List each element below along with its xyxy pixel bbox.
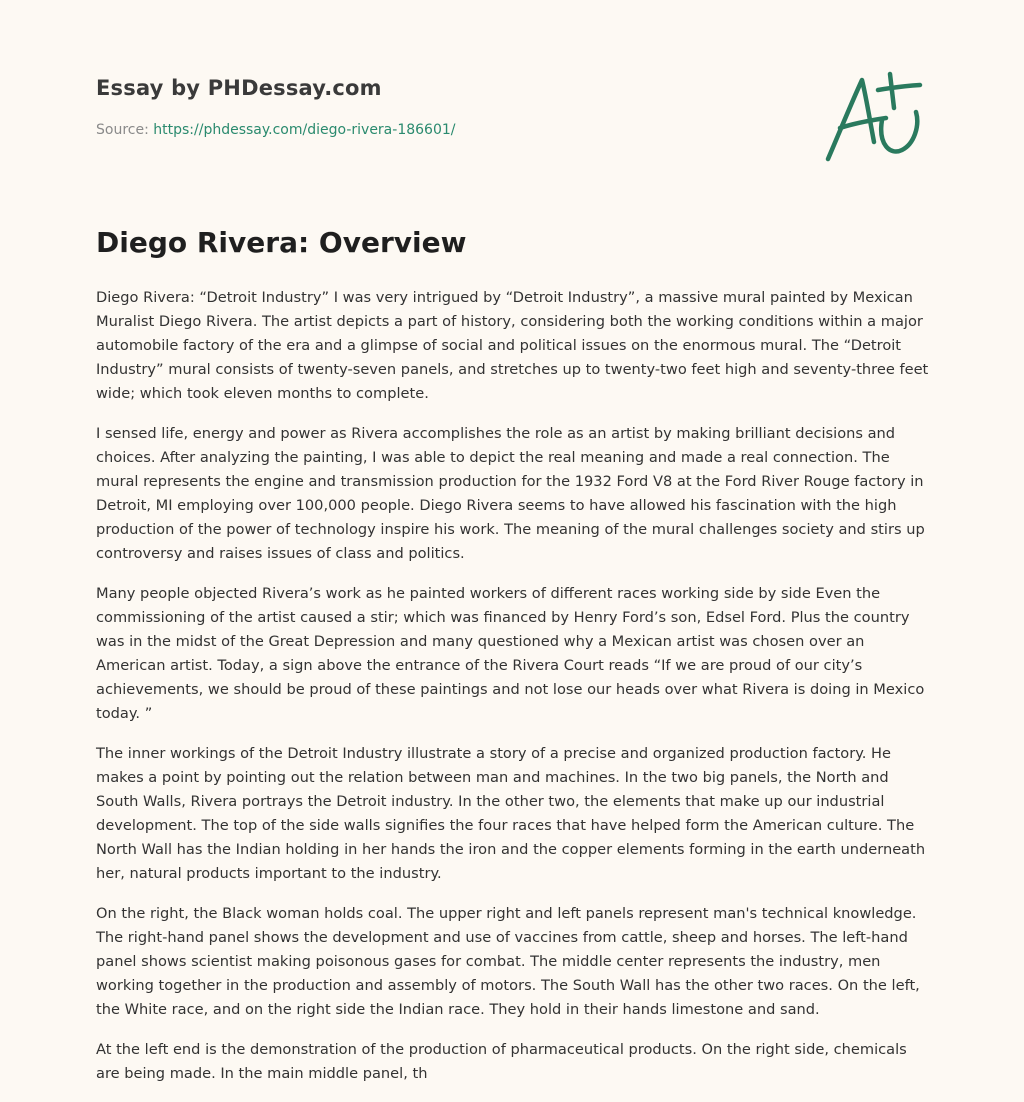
- source-link[interactable]: https://phdessay.com/diego-rivera-186601/: [153, 122, 456, 138]
- source-label: Source:: [96, 122, 149, 138]
- paragraph: I sensed life, energy and power as Rivera accomplishes the role as an artist by making brilliant decisions and choices. After analyzing the painting, I was able to depict the real meaning and made a real connection. The mural represents the engine and transmission production for the 1932 Ford V8 at the Ford River Rouge factory in Detroit, MI employing over 100,000 people. Diego Rivera seems to have allowed his fascination with the high production of the power of technology inspire his work. The meaning of the mural challenges society and stirs up controversy and raises issues of class and politics.: [96, 425, 925, 562]
- paragraph: Diego Rivera: “Detroit Industry” I was very intrigued by “Detroit Industry”, a massive mural painted by Mexican Muralist Diego Rivera. The artist depicts a part of history, considering both the working conditions within a major automobile factory of the era and a glimpse of social and political issues on the enormous mural. The “Detroit Industry” mural consists of twenty-seven panels, and stretches up to twenty-two feet high and seventy-three feet wide; which took eleven months to complete.: [96, 289, 929, 402]
- page-title: Diego Rivera: Overview: [96, 226, 467, 259]
- essay-header: [96, 76, 796, 138]
- paragraph: At the left end is the demonstration of the production of pharmaceutical products. On the right side, chemicals are being made. In the main middle panel, th: [96, 1041, 907, 1082]
- a-plus-icon: [820, 66, 928, 166]
- a-plus-logo-svg: [820, 66, 928, 166]
- essay-body: [96, 286, 930, 1102]
- brand-title: Essay by PHDessay.com: [96, 76, 382, 100]
- paragraph: The inner workings of the Detroit Industry illustrate a story of a precise and organized production factory. He makes a point by pointing out the relation between man and machines. In the two big panels, the North and South Walls, Rivera portrays the Detroit industry. In the other two, the elements that make up our industrial development. The top of the side walls signifies the four races that have helped form the American culture. The North Wall has the Indian holding in her hands the iron and the copper elements forming in the earth underneath her, natural products important to the industry.: [96, 745, 926, 882]
- source-line: [96, 122, 796, 138]
- paragraph: Many people objected Rivera’s work as he painted workers of different races working side by side Even the commissioning of the artist caused a stir; which was financed by Henry Ford’s son, Edsel Ford. Plus the country was in the midst of the Great Depression and many questioned why a Mexican artist was chosen over an American artist. Today, a sign above the entrance of the Rivera Court reads “If we are proud of our city’s achievements, we should be proud of these paintings and not lose our heads over what Rivera is doing in Mexico today. ”: [96, 585, 925, 722]
- paragraph: On the right, the Black woman holds coal. The upper right and left panels represent man's technical knowledge. The right-hand panel shows the development and use of vaccines from cattle, sheep and horses. The left-hand panel shows scientist making poisonous gases for combat. The middle center represents the industry, men working together in the production and assembly of motors. The South Wall has the other two races. On the left, the White race, and on the right side the Indian race. They hold in their hands limestone and sand.: [96, 905, 920, 1018]
